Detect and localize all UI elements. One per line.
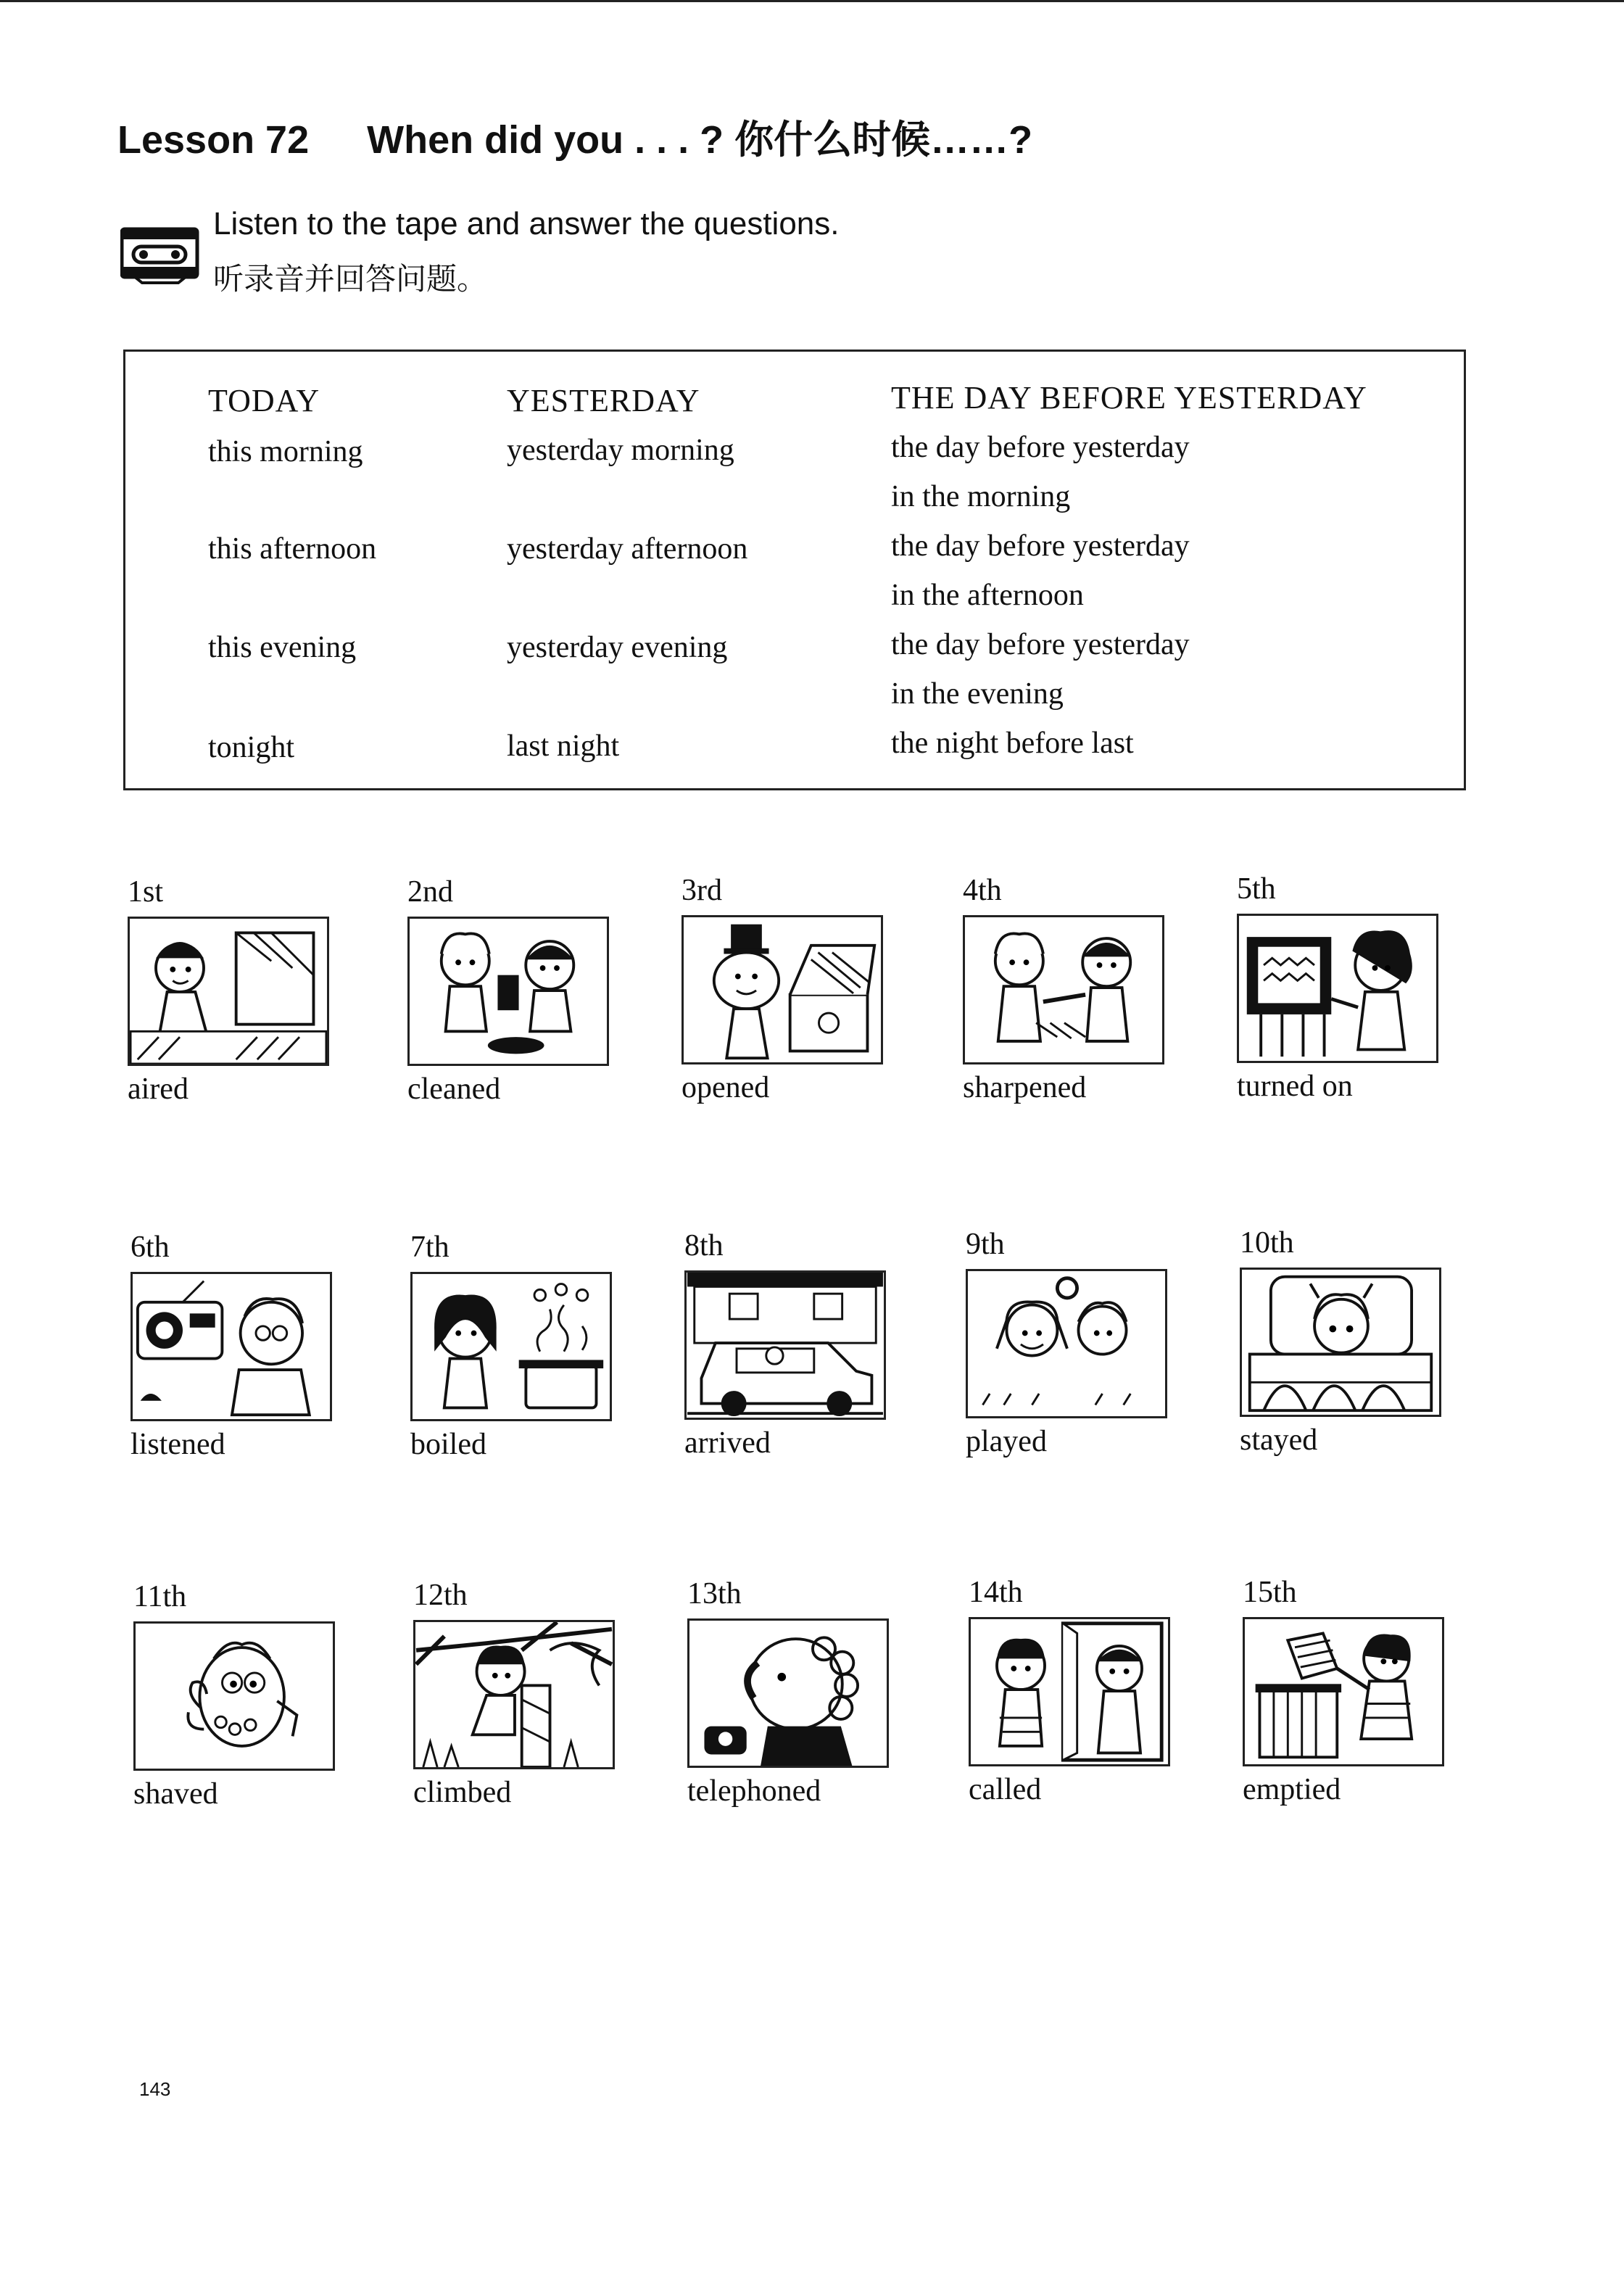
verb-label: played: [966, 1425, 1047, 1458]
verb-label: cleaned: [407, 1072, 501, 1106]
cell-today: this evening: [208, 631, 357, 664]
cell-before-line2: in the evening: [891, 677, 1064, 711]
top-border: [0, 0, 1624, 2]
verb-label: stayed: [1240, 1423, 1318, 1457]
ordinal-label: 14th: [969, 1576, 1023, 1609]
opening-box-icon: [682, 915, 883, 1064]
calling-at-door-icon: [969, 1617, 1170, 1766]
instruction-chinese: 听录音并回答问题。: [213, 261, 488, 297]
ordinal-label: 4th: [963, 874, 1002, 907]
verb-label: listened: [130, 1428, 225, 1461]
cell-today: tonight: [208, 731, 295, 764]
television-icon: [1237, 914, 1438, 1063]
page-number: 143: [139, 2078, 171, 2100]
ordinal-label: 5th: [1237, 872, 1276, 906]
ordinal-label: 3rd: [682, 874, 722, 907]
cell-before-line1: the day before yesterday: [891, 529, 1190, 563]
lesson-title: [117, 109, 1032, 165]
airing-room-icon: [128, 917, 329, 1066]
telephone-icon: [687, 1618, 889, 1768]
verb-label: telephoned: [687, 1774, 821, 1808]
verb-label: climbed: [413, 1776, 512, 1809]
ordinal-label: 10th: [1240, 1226, 1294, 1260]
climbing-tree-icon: [413, 1620, 615, 1769]
ordinal-label: 6th: [130, 1231, 170, 1264]
verb-label: shaved: [133, 1777, 218, 1811]
car-arriving-icon: [684, 1270, 886, 1420]
ordinal-label: 9th: [966, 1228, 1005, 1261]
verb-label: emptied: [1243, 1773, 1341, 1806]
verb-label: aired: [128, 1072, 188, 1106]
instruction-english: Listen to the tape and answer the questions.: [213, 206, 840, 241]
cell-before-line1: the day before yesterday: [891, 431, 1190, 464]
time-expressions-table: [123, 350, 1466, 790]
ordinal-label: 15th: [1243, 1576, 1297, 1609]
cell-yesterday: yesterday evening: [507, 631, 728, 664]
ordinal-label: 13th: [687, 1577, 742, 1611]
verb-label: turned on: [1237, 1070, 1353, 1103]
ordinal-label: 1st: [128, 875, 164, 909]
playing-children-icon: [966, 1269, 1167, 1418]
ordinal-label: 12th: [413, 1579, 468, 1612]
cell-today: this morning: [208, 435, 363, 468]
lesson-number: Lesson 72: [117, 118, 310, 162]
header-today: TODAY: [208, 383, 320, 418]
verb-label: arrived: [684, 1426, 771, 1460]
ordinal-label: 2nd: [407, 875, 453, 909]
lesson-subtitle: When did you . . . ? 你什么时候……?: [367, 118, 1033, 162]
emptying-basket-icon: [1243, 1617, 1444, 1766]
cell-before-line1: the day before yesterday: [891, 628, 1190, 661]
stayed-in-bed-icon: [1240, 1268, 1441, 1417]
cell-before-line1: the night before last: [891, 727, 1134, 760]
ordinal-label: 8th: [684, 1229, 724, 1262]
cell-yesterday: yesterday afternoon: [507, 532, 748, 566]
ordinal-label: 11th: [133, 1580, 187, 1613]
verb-label: called: [969, 1773, 1042, 1806]
cell-before-line2: in the morning: [891, 480, 1071, 513]
cell-today: this afternoon: [208, 532, 377, 566]
header-yesterday: YESTERDAY: [507, 383, 700, 418]
verb-label: sharpened: [963, 1071, 1087, 1104]
sharpening-pencil-icon: [963, 915, 1164, 1064]
radio-icon: [130, 1272, 332, 1421]
verb-label: boiled: [410, 1428, 486, 1461]
shaving-man-icon: [133, 1621, 335, 1771]
boiling-pot-icon: [410, 1272, 612, 1421]
header-day-before-yesterday: THE DAY BEFORE YESTERDAY: [891, 380, 1367, 415]
cell-before-line2: in the afternoon: [891, 579, 1084, 612]
cassette-tape-icon: [120, 226, 200, 284]
verb-label: opened: [682, 1071, 770, 1104]
ordinal-label: 7th: [410, 1231, 450, 1264]
cell-yesterday: yesterday morning: [507, 434, 734, 467]
cell-yesterday: last night: [507, 729, 620, 763]
cleaning-shoes-icon: [407, 917, 609, 1066]
